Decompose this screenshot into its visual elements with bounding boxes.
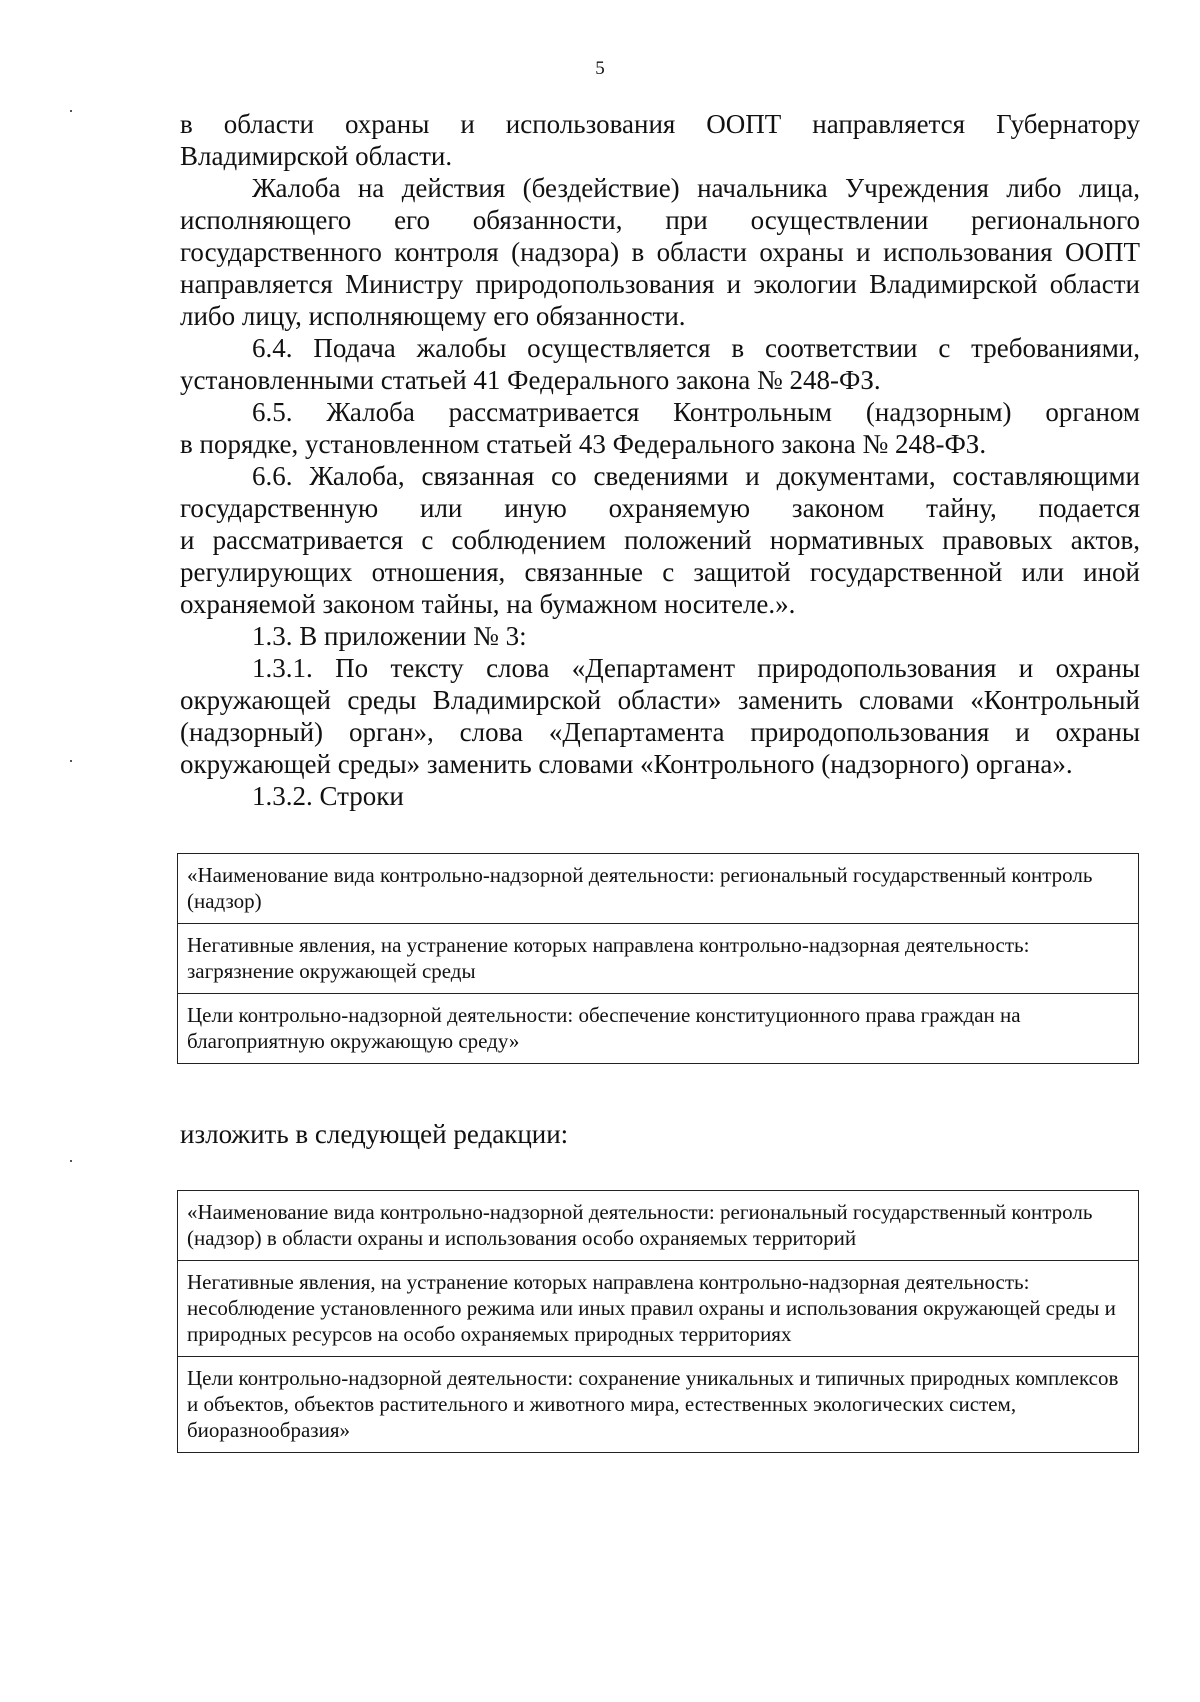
old-row-negative: Негативные явления, на устранение которых направлена контрольно-надзорная деятельность: загрязнение окружающей среды	[178, 924, 1139, 994]
body-text	[180, 108, 1140, 812]
paragraph-6-5-lead: 6.5. Жалоба рассматривается Контрольным (надзорным) органом	[252, 397, 1140, 427]
paragraph-1-3-2: 1.3.2. Строки	[252, 781, 404, 811]
page-number: 5	[595, 58, 605, 79]
table-row	[178, 1261, 1139, 1357]
scan-speck	[70, 760, 72, 762]
paragraph-6-4: 6.4. Подача жалобы осуществляется в соответствии с требованиями, установленными статьей 41 Федерального закона № 248-ФЗ.	[180, 333, 1140, 395]
table-row	[178, 924, 1139, 994]
paragraph-6-6-lead: 6.6. Жалоба, связанная со сведениями и документами, составляющими государственную или иную охраняемую законом тайну, подается	[180, 461, 1140, 523]
table-row	[178, 994, 1139, 1064]
table-row	[178, 1191, 1139, 1261]
new-rows-table	[177, 1190, 1139, 1453]
replace-phrase: изложить в следующей редакции:	[180, 1119, 569, 1149]
old-row-goals: Цели контрольно-надзорной деятельности: обеспечение конституционного права граждан на благоприятную окружающую среду»	[178, 994, 1139, 1064]
new-row-goals: Цели контрольно-надзорной деятельности: сохранение уникальных и типичных природных комплексов и объектов, объектов растительного и животного мира, естественных экологических систем, биоразнообразия»	[178, 1357, 1139, 1453]
old-row-name: «Наименование вида контрольно-надзорной деятельности: региональный государственный контроль (надзор)	[178, 854, 1139, 924]
new-row-name: «Наименование вида контрольно-надзорной деятельности: региональный государственный контроль (надзор) в области охраны и использования особо охраняемых территорий	[178, 1191, 1139, 1261]
paragraph-6-6-rest: и рассматривается с соблюдением положений нормативных правовых актов, регулирующих отношения, связанные с защитой государственной или иной охраняемой законом тайны, на бумажном носителе.».	[180, 525, 1140, 619]
paragraph-continuation: в области охраны и использования ООПТ направляется Губернатору Владимирской области.	[180, 109, 1140, 171]
scan-speck	[70, 110, 72, 112]
old-rows-table	[177, 853, 1139, 1064]
paragraph-6-5-rest: в порядке, установленном статьей 43 Федерального закона № 248-ФЗ.	[180, 429, 987, 459]
new-row-negative: Негативные явления, на устранение которых направлена контрольно-надзорная деятельность: несоблюдение установленного режима или иных правил охраны и использования окружающей среды и природных ресурсов на особо охраняемых природных территориях	[178, 1261, 1139, 1357]
table-row	[178, 1357, 1139, 1453]
scan-speck	[70, 1160, 72, 1162]
paragraph-1-3: 1.3. В приложении № 3:	[252, 621, 527, 651]
paragraph-complaint-head: Жалоба на действия (бездействие) начальника Учреждения либо лица, исполняющего его обязанности, при осуществлении регионального государственного контроля (надзора) в области охраны и использования ООПТ направляется Министру природопользования и экологии Владимирской области либо лицу, исполняющему его обязанности.	[180, 173, 1140, 331]
table-row	[178, 854, 1139, 924]
paragraph-1-3-1: 1.3.1. По тексту слова «Департамент природопользования и охраны окружающей среды Владимирской области» заменить словами «Контрольный (надзорный) орган», слова «Департамента природопользования и охраны окружающей среды» заменить словами «Контрольного (надзорного) органа».	[180, 653, 1140, 779]
